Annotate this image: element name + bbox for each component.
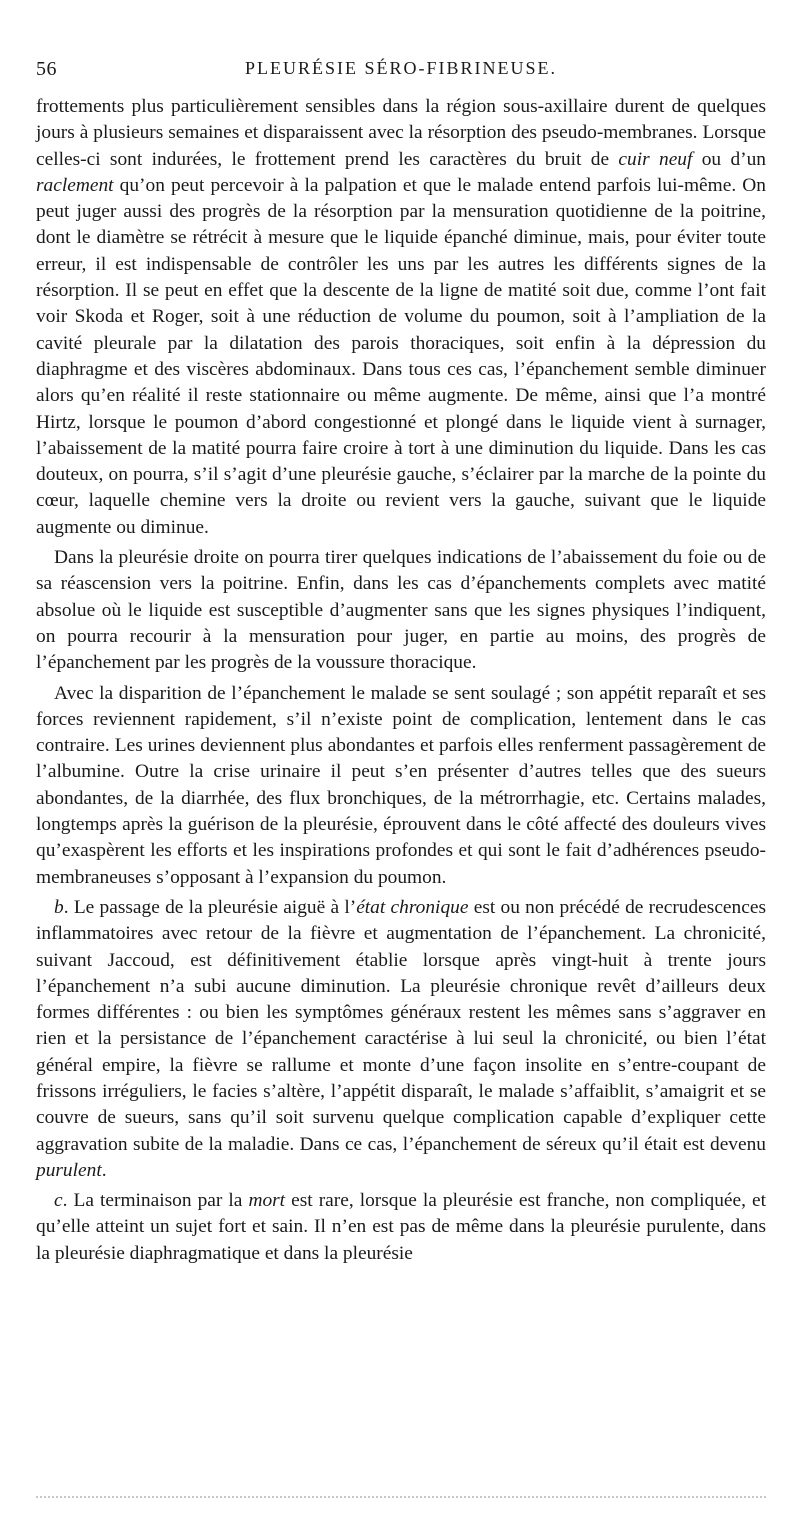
paragraph [36,895,766,1184]
text-run: frottements plus particulièrement sensibles dans la région sous-axillaire durent de quelques jours à plusieurs semaines et disparaissent avec la résorption des pseudo-membranes. Lorsque celles-ci sont indurées, le frottement prend les caractères du bruit de [36,96,766,170]
italic-text: raclement [36,174,114,196]
page-header [36,58,766,88]
paragraph [36,94,766,541]
paragraph [36,681,766,891]
text-run: est rare, lorsque la pleurésie est franche, non compliquée, et qu’elle atteint un sujet fort et sain. Il n’en est pas de même dans la pleurésie purulente, dans la pleurésie diaphragmatique et dans la pleurésie [36,1190,766,1264]
paragraph [36,545,766,676]
body-text [36,94,766,1271]
text-run: . La terminaison par la [62,1190,249,1212]
paragraph [36,1188,766,1267]
italic-text: état chronique [356,896,469,918]
text-run: ou d’un [692,148,766,170]
text-run: . [101,1159,107,1181]
text-run: Avec la disparition de l’épanchement le malade se sent soulagé ; son appétit reparaît et ses forces reviennent rapidement, s’il n’existe point de complication, lentement dans le cas contraire. Les urines deviennent plus abondantes et parfois elles renferment passagèrement de l’albumine. Outre la crise urinaire il peut s’en présenter d’autres telles que des sueurs abondantes, de la diarrhée, des flux bronchiques, de la métrorrhagie, etc. Certains malades, longtemps après la guérison de la pleurésie, éprouvent dans le côté affecté des douleurs vives qu’exaspèrent les efforts et les inspirations profondes et qui sont le fait d’adhérences pseudo-membraneuses s’opposant à l’expansion du poumon. [36,682,766,888]
text-run: . Le passage de la pleurésie aiguë à l’ [63,896,357,918]
text-run: Dans la pleurésie droite on pourra tirer quelques indications de l’abaissement du foie ou de sa réascension vers la poitrine. Enfin, dans les cas d’épanchements complets avec matité absolue où le liquide est susceptible d’augmenter sans que les signes physiques l’indiquent, on pourra recourir à la mensuration pour juger, en partie au moins, des progrès de l’épanchement par les progrès de la voussure thoracique. [36,547,766,674]
italic-text: cuir neuf [618,148,693,170]
italic-text: c [54,1190,63,1212]
footer-dotted-rule [36,1496,766,1498]
italic-text: b [54,896,64,918]
running-title: PLEURÉSIE SÉRO-FIBRINEUSE. [244,58,557,78]
page-number: 56 [36,58,57,80]
text-run: qu’on peut percevoir à la palpation et que le malade entend parfois lui-même. On peut juger aussi des progrès de la résorption par la mensuration quotidienne de la poitrine, dont le diamètre se rétrécit à mesure que le liquide épanché diminue, mais, pour éviter toute erreur, il est indispensable de contrôler les uns par les autres les différents signes de la résorption. Il se peut en effet que la descente de la ligne de matité soit due, comme l’ont fait voir Skoda et Roger, soit à une réduction de volume du poumon, soit à l’ampliation de la cavité pleurale par la dilatation des parois thoraciques, soit enfin à la dépression du diaphragme et des viscères abdominaux. Dans tous ces cas, l’épanchement semble diminuer alors qu’en réalité il reste stationnaire ou même augmente. De même, ainsi que l’a montré Hirtz, lorsque le poumon d’abord congestionné et plongé dans le liquide vient à surnager, l’abaissement de la matité pourra faire croire à tort à une diminution du liquide. Dans les cas douteux, on pourra, s’il s’agit d’une pleurésie gauche, s’éclairer par la marche de la pointe du cœur, laquelle chemine vers la droite ou revient vers la gauche, suivant que le liquide augmente ou diminue. [36,174,766,538]
italic-text: purulent [36,1159,102,1181]
text-run: est ou non précédé de recrudescences inflammatoires avec retour de la fièvre et augmentation de l’épanchement. La chronicité, suivant Jaccoud, est définitivement établie lorsque après vingt-huit à trente jours l’épanchement n’a subi aucune diminution. La pleurésie chronique revêt d’ailleurs deux formes différentes : ou bien les symptômes généraux restent les mêmes sans s’aggraver en rien et la persistance de l’épanchement caractérise à lui seul la chronicité, ou bien l’état général empire, la fièvre se rallume et monte d’une façon insolite en s’entre-coupant de frissons irréguliers, le facies s’altère, l’appétit disparaît, le malade s’affaiblit, s’amaigrit et se couvre de sueurs, sans qu’il soit survenu quelque complication capable d’expliquer cette aggravation subite de la maladie. Dans ce cas, l’épanchement de séreux qu’il était est devenu [36,896,766,1155]
italic-text: mort [248,1190,286,1212]
